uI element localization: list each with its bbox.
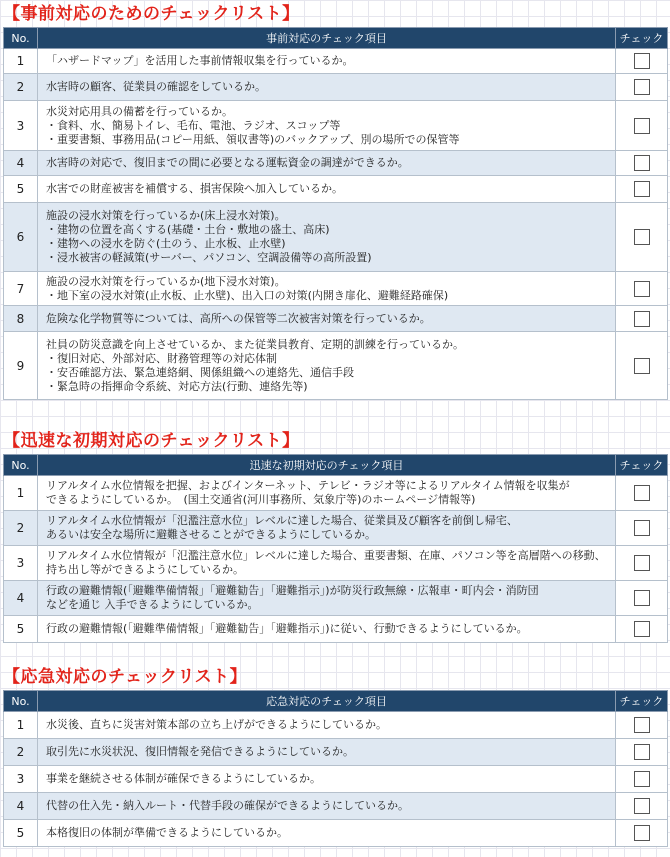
row-item	[38, 511, 616, 546]
checkbox[interactable]	[634, 621, 650, 637]
row-check-cell	[616, 272, 668, 306]
checklist-section-emergency-response	[3, 666, 667, 847]
row-number: 3	[4, 766, 38, 793]
row-check-cell	[616, 546, 668, 581]
checkbox[interactable]	[634, 79, 650, 95]
row-number: 1	[4, 49, 38, 74]
row-check-cell	[616, 49, 668, 74]
row-number: 4	[4, 151, 38, 176]
item-text-line: などを通じ 入手できるようにしているか。	[46, 598, 259, 611]
row-number: 3	[4, 101, 38, 151]
checklist-section-preparation	[3, 3, 667, 400]
column-header-item: 迅速な初期対応のチェック項目	[38, 455, 616, 476]
checkbox[interactable]	[634, 717, 650, 733]
row-check-cell	[616, 151, 668, 176]
column-header-check: チェック	[616, 28, 668, 49]
row-item	[38, 793, 616, 820]
row-item	[38, 151, 616, 176]
item-text-line: ・地下室の浸水対策(止水板、止水壁)、出入口の対策(内開き扉化、避難経路確保)	[46, 288, 449, 302]
row-check-cell	[616, 332, 668, 400]
checkbox[interactable]	[634, 358, 650, 374]
row-check-cell	[616, 793, 668, 820]
item-text-line: 施設の浸水対策を行っているか(地下浸水対策)。	[46, 274, 286, 288]
checkbox[interactable]	[634, 744, 650, 760]
table-row	[4, 739, 668, 766]
row-number: 4	[4, 581, 38, 616]
table-row	[4, 306, 668, 332]
row-number: 8	[4, 306, 38, 332]
row-check-cell	[616, 712, 668, 739]
row-check-cell	[616, 203, 668, 272]
item-text-line: ・復旧対応、外部対応、財務管理等の対応体制	[46, 351, 277, 365]
table-row	[4, 616, 668, 643]
row-item	[38, 306, 616, 332]
item-text-line: ・緊急時の指揮命令系統、対応方法(行動、連絡先等)	[46, 379, 308, 393]
table-header-row	[4, 28, 668, 49]
table-row	[4, 766, 668, 793]
checkbox[interactable]	[634, 825, 650, 841]
table-row	[4, 176, 668, 203]
row-number: 2	[4, 739, 38, 766]
item-text-line: あるいは安全な場所に避難させることができるようにしているか。	[46, 528, 376, 541]
row-number: 5	[4, 176, 38, 203]
table-row	[4, 476, 668, 511]
row-check-cell	[616, 820, 668, 847]
item-text-line: 水害時の対応で、復旧までの間に必要となる運転資金の調達ができるか。	[46, 156, 409, 169]
checkbox[interactable]	[634, 798, 650, 814]
table-header-row	[4, 691, 668, 712]
checkbox[interactable]	[634, 118, 650, 134]
row-item	[38, 739, 616, 766]
row-item	[38, 546, 616, 581]
checkbox[interactable]	[634, 53, 650, 69]
column-header-no: No.	[4, 28, 38, 49]
row-item	[38, 272, 616, 306]
item-text-line: 「ハザードマップ」を活用した事前情報収集を行っているか。	[46, 54, 354, 67]
column-header-no: No.	[4, 691, 38, 712]
checkbox[interactable]	[634, 590, 650, 606]
row-item	[38, 203, 616, 272]
checkbox[interactable]	[634, 155, 650, 171]
row-item	[38, 766, 616, 793]
column-header-check: チェック	[616, 691, 668, 712]
checkbox[interactable]	[634, 520, 650, 536]
row-item	[38, 820, 616, 847]
row-check-cell	[616, 739, 668, 766]
item-text-line: 代替の仕入先・納入ルート・代替手段の確保ができるようにしているか。	[46, 799, 409, 812]
row-check-cell	[616, 476, 668, 511]
item-text-line: ・建物への浸水を防ぐ(土のう、止水板、止水壁)	[46, 237, 286, 250]
table-row	[4, 511, 668, 546]
item-text-line: 持ち出し等ができるようにしているか。	[46, 563, 244, 576]
row-number: 6	[4, 203, 38, 272]
item-text-line: 水害時の顧客、従業員の確認をしているか。	[46, 80, 266, 93]
row-check-cell	[616, 766, 668, 793]
table-row	[4, 712, 668, 739]
row-item	[38, 332, 616, 400]
row-item	[38, 176, 616, 203]
item-text-line: できるようにしているか。 (国土交通省(河川事務所、気象庁等)のホームページ情報等)	[46, 493, 476, 506]
item-text-line: 危険な化学物質等については、高所への保管等二次被害対策を行っているか。	[46, 311, 431, 325]
item-text-line: 水害での財産被害を補償する、損害保険へ加入しているか。	[46, 182, 343, 195]
item-text-line: 行政の避難情報(「避難準備情報」「避難勧告」「避難指示」)に従い、行動できるようにしているか。	[46, 622, 528, 635]
section-title: 【迅速な初期対応のチェックリスト】	[3, 431, 300, 451]
row-number: 5	[4, 820, 38, 847]
table-row	[4, 101, 668, 151]
table-row	[4, 49, 668, 74]
row-check-cell	[616, 511, 668, 546]
row-number: 2	[4, 511, 38, 546]
row-check-cell	[616, 176, 668, 203]
row-item	[38, 49, 616, 74]
row-item	[38, 712, 616, 739]
column-header-no: No.	[4, 455, 38, 476]
column-header-item: 事前対応のチェック項目	[38, 28, 616, 49]
table-row	[4, 581, 668, 616]
item-text-line: リアルタイム水位情報を把握、およびインターネット、テレビ・ラジオ等によるリアルタイム情報を収集が	[46, 479, 570, 492]
item-text-line: ・食料、水、簡易トイレ、毛布、電池、ラジオ、スコップ等	[46, 118, 341, 132]
row-check-cell	[616, 616, 668, 643]
checklist-table	[3, 690, 668, 847]
row-number: 1	[4, 476, 38, 511]
row-number: 2	[4, 74, 38, 101]
table-row	[4, 203, 668, 272]
checkbox[interactable]	[634, 555, 650, 571]
table-row	[4, 74, 668, 101]
item-text-line: 行政の避難情報(「避難準備情報」「避難勧告」「避難指示」)が防災行政無線・広報車・町内会・消防団	[46, 584, 539, 597]
row-check-cell	[616, 74, 668, 101]
row-item	[38, 74, 616, 101]
row-item	[38, 581, 616, 616]
section-title: 【応急対応のチェックリスト】	[3, 667, 248, 687]
row-item	[38, 476, 616, 511]
checkbox[interactable]	[634, 181, 650, 197]
checkbox[interactable]	[634, 311, 650, 327]
row-check-cell	[616, 101, 668, 151]
checklist-section-initial-response	[3, 430, 667, 643]
item-text-line: 水災後、直ちに災害対策本部の立ち上げができるようにしているか。	[46, 718, 387, 731]
table-row	[4, 332, 668, 400]
item-text-line: ・安否確認方法、緊急連絡網、関係組織への連絡先、通信手段	[46, 365, 354, 379]
row-number: 9	[4, 332, 38, 400]
item-text-line: 水災対応用具の備蓄を行っているか。	[46, 104, 233, 118]
item-text-line: 事業を継続させる体制が確保できるようにしているか。	[46, 772, 321, 785]
section-title: 【事前対応のためのチェックリスト】	[3, 4, 300, 24]
table-row	[4, 151, 668, 176]
row-number: 1	[4, 712, 38, 739]
table-header-row	[4, 455, 668, 476]
item-text-line: 本格復旧の体制が準備できるようにしているか。	[46, 826, 288, 839]
table-row	[4, 820, 668, 847]
row-check-cell	[616, 581, 668, 616]
row-item	[38, 101, 616, 151]
row-number: 5	[4, 616, 38, 643]
checkbox[interactable]	[634, 485, 650, 501]
item-text-line: リアルタイム水位情報が「氾濫注意水位」レベルに達した場合、従業員及び顧客を前倒し帰宅、	[46, 514, 518, 527]
item-text-line: ・浸水被害の軽減策(サーバー、パソコン、空調設備等の高所設置)	[46, 251, 372, 264]
item-text-line: ・重要書類、事務用品(コピー用紙、領収書等)のバックアップ、別の場所での保管等	[46, 132, 460, 146]
table-row	[4, 793, 668, 820]
checkbox[interactable]	[634, 771, 650, 787]
row-number: 4	[4, 793, 38, 820]
table-row	[4, 546, 668, 581]
item-text-line: ・建物の位置を高くする(基礎・土台・敷地の盛土、高床)	[46, 223, 330, 236]
row-number: 7	[4, 272, 38, 306]
item-text-line: 施設の浸水対策を行っているか(床上浸水対策)。	[46, 209, 286, 222]
checklist-table	[3, 27, 668, 400]
checkbox[interactable]	[634, 229, 650, 245]
column-header-check: チェック	[616, 455, 668, 476]
column-header-item: 応急対応のチェック項目	[38, 691, 616, 712]
checkbox[interactable]	[634, 281, 650, 297]
row-number: 3	[4, 546, 38, 581]
item-text-line: 社員の防災意識を向上させているか、また従業員教育、定期的訓練を行っているか。	[46, 337, 464, 351]
item-text-line: リアルタイム水位情報が「氾濫注意水位」レベルに達した場合、重要書類、在庫、パソコン等を高層階への移動、	[46, 549, 606, 562]
item-text-line: 取引先に水災状況、復旧情報を発信できるようにしているか。	[46, 745, 354, 758]
checklist-table	[3, 454, 668, 643]
row-item	[38, 616, 616, 643]
table-row	[4, 272, 668, 306]
row-check-cell	[616, 306, 668, 332]
